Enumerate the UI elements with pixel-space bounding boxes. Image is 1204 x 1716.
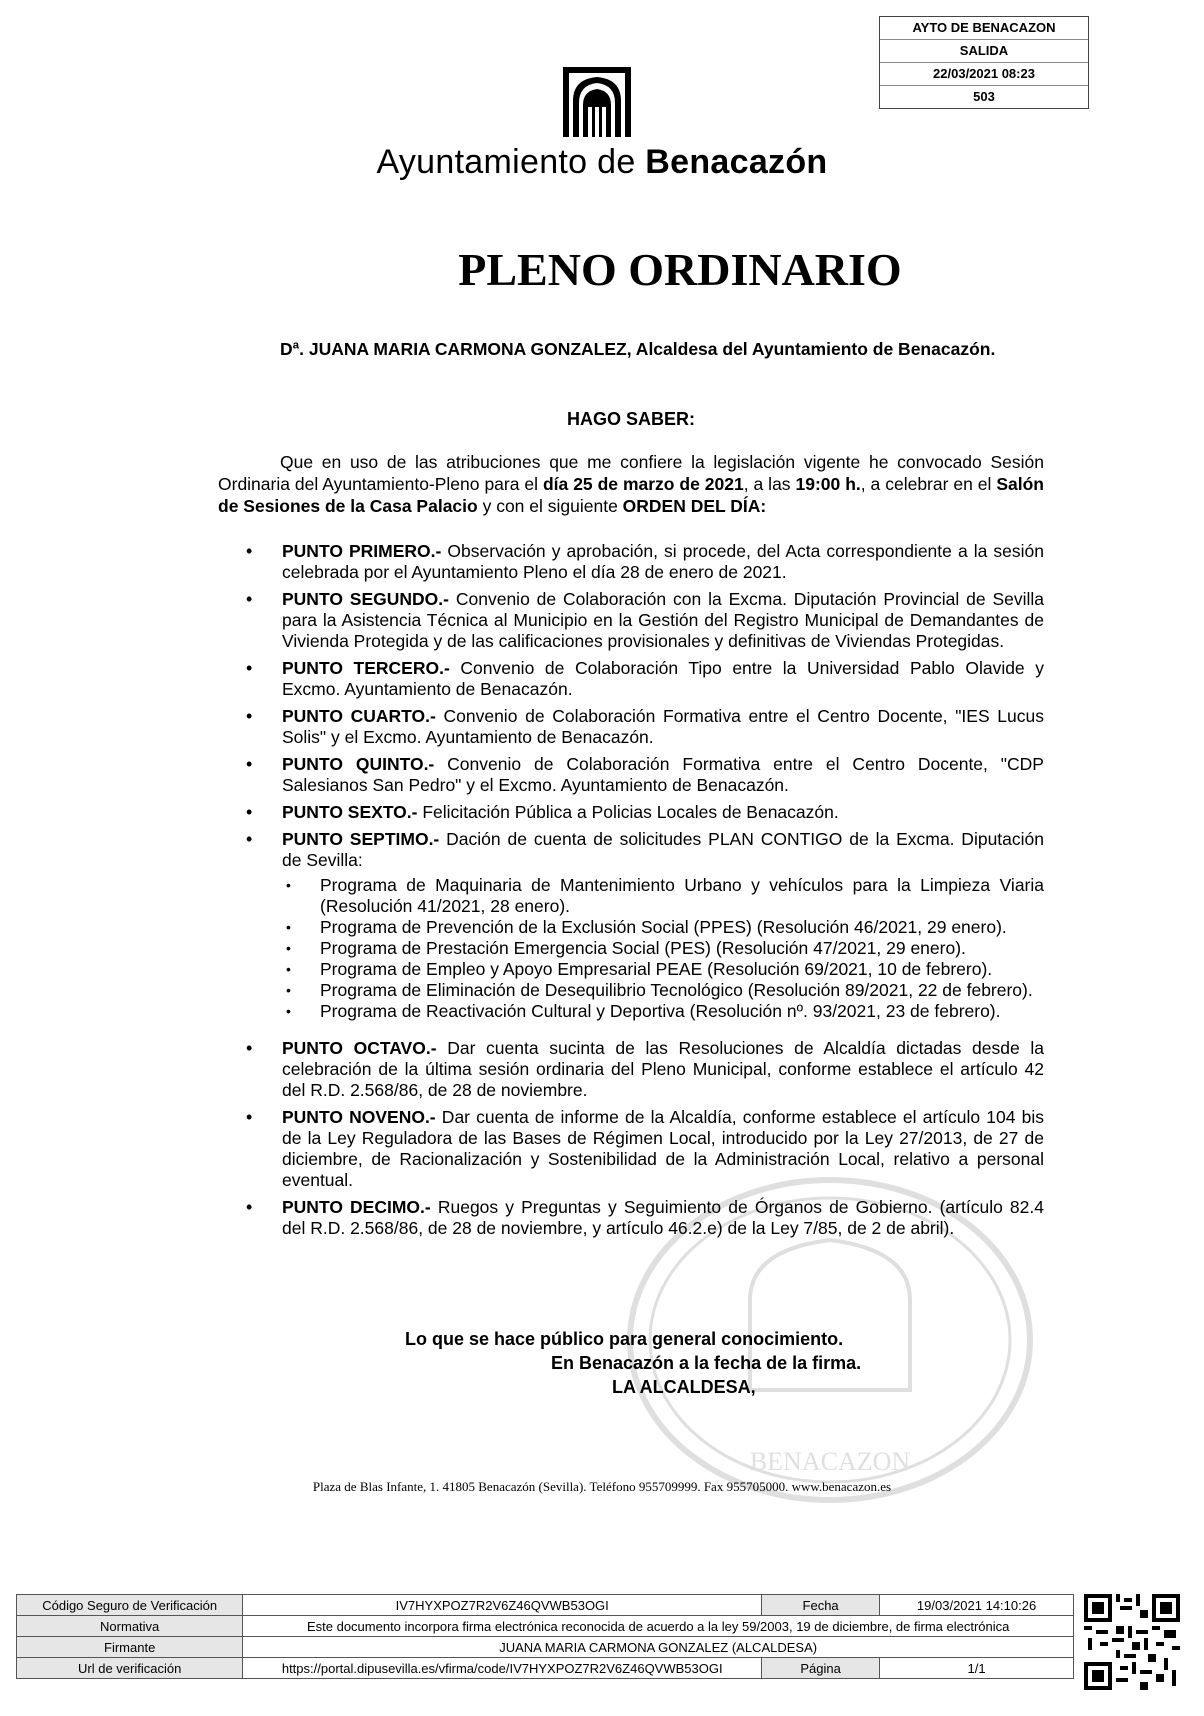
convocatoria-text-1: Que en uso de las atribuciones que me confiere la legislación vigente he convocado Sesión Ordinaria del Ayuntamiento-Pleno para el — [218, 452, 1044, 494]
agenda-item — [246, 754, 1044, 796]
agenda-item-text: Dación de cuenta de solicitudes PLAN CONTIGO de la Excma. Diputación de Sevilla: — [282, 829, 1045, 870]
document-title: PLENO ORDINARIO — [458, 244, 902, 295]
agenda-item — [246, 658, 1044, 700]
agenda-item-label: PUNTO PRIMERO.- — [282, 541, 442, 561]
agenda-item-text: Convenio de Colaboración con la Excma. Diputación Provincial de Sevilla para la Asistencia Técnica al Municipio en la Gestión del Registro Municipal de Demandantes de Vivienda Protegida y de las calificaciones provisionales y definitivas de Viviendas Protegidas. — [282, 589, 1044, 651]
agenda-item — [246, 541, 1044, 583]
session-time: 19:00 h. — [795, 474, 861, 494]
stamp-number: 503 — [973, 89, 995, 104]
logo-wordmark — [0, 143, 1204, 182]
agenda-item-label: PUNTO TERCERO.- — [282, 658, 450, 678]
fecha-label: Fecha — [762, 1595, 880, 1616]
session-place: Salón de Sesiones de la Casa Palacio — [218, 474, 1044, 516]
agenda-item-label: PUNTO SEGUNDO.- — [282, 589, 449, 609]
pagina-label: Página — [762, 1658, 880, 1679]
closing-line-3: LA ALCALDESA, — [612, 1377, 756, 1397]
plan-contigo-list — [282, 875, 1044, 1022]
orden-del-dia-label: ORDEN DEL DÍA: — [622, 496, 767, 516]
hago-saber-heading: HAGO SABER: — [566, 409, 695, 429]
agenda-item-label: PUNTO SEPTIMO.- — [282, 829, 440, 849]
plan-contigo-item: • Programa de Empleo y Apoyo Empresarial PEAE (Resolución 69/2021, 10 de febrero). — [282, 959, 1044, 980]
closing-line-1: Lo que se hace público para general conocimiento. — [405, 1329, 844, 1349]
agenda-item-text: Ruegos y Preguntas y Seguimiento de Órganos de Gobierno. (artículo 82.4 del R.D. 2.568/86, de 28 de noviembre, y artículo 46.2.e) de la Ley 7/85, de 2 de abril). — [282, 1197, 1044, 1238]
stamp-entity: AYTO DE BENACAZON — [880, 17, 1088, 40]
verification-table — [16, 1594, 1074, 1679]
plan-contigo-item: • Programa de Eliminación de Desequilibrio Tecnológico (Resolución 89/2021, 22 de febrero). — [282, 980, 1044, 1001]
fecha-value: 19/03/2021 14:10:26 — [880, 1595, 1074, 1616]
normativa-value: Este documento incorpora firma electrónica reconocida de acuerdo a la ley 59/2003, 19 de diciembre, de firma electrónica — [243, 1616, 1074, 1637]
town-hall-arch-logo-icon — [563, 67, 631, 137]
agenda-item-text: Convenio de Colaboración Formativa entre el Centro Docente, "CDP Salesianos San Pedro" y el Excmo. Ayuntamiento de Benacazón. — [282, 754, 1044, 795]
agenda-item-label: PUNTO OCTAVO.- — [282, 1038, 437, 1058]
intro-paragraph — [218, 338, 1044, 360]
stamp-datetime: 22/03/2021 08:23 — [880, 63, 1088, 86]
agenda-item-text: Convenio de Colaboración Formativa entre el Centro Docente, "IES Lucus Solis" y el Excmo. Ayuntamiento de Benacazón. — [282, 706, 1044, 747]
url-label: Url de verificación — [17, 1658, 243, 1679]
logo-text-bold: Benacazón — [645, 143, 828, 181]
plan-contigo-item: • Programa de Reactivación Cultural y Deportiva (Resolución nº. 93/2021, 23 de febrero). — [282, 1001, 1044, 1022]
agenda-item — [246, 802, 1044, 823]
convocatoria-text-3: , a celebrar en el — [860, 474, 997, 494]
convocatoria-text-4: y con el siguiente — [477, 496, 623, 516]
pagina-value: 1/1 — [880, 1658, 1074, 1679]
agenda-item — [246, 829, 1044, 1022]
mayor-name: Dª. JUANA MARIA CARMONA GONZALEZ, Alcaldesa del Ayuntamiento de Benacazón. — [280, 339, 996, 359]
firmante-label: Firmante — [17, 1637, 243, 1658]
verification-url-link[interactable]: https://portal.dipusevilla.es/vfirma/code/IV7HYXPOZ7R2V6Z46QVWB53OGI — [281, 1660, 723, 1676]
agenda-list — [246, 541, 1044, 1245]
verification-qr-code-icon — [1084, 1594, 1180, 1690]
plan-contigo-item: • Programa de Prestación Emergencia Social (PES) (Resolución 47/2021, 29 enero). — [282, 938, 1044, 959]
convocatoria-text-2: , a las — [743, 474, 796, 494]
agenda-item-text: Dar cuenta de informe de la Alcaldía, conforme establece el artículo 104 bis de la Ley Reguladora de las Bases de Régimen Local, introducido por la Ley 27/2013, de 27 de diciembre, de Racionalización y Sostenibilidad de la Administración Local, relativo a personal eventual. — [282, 1107, 1044, 1190]
url-value[interactable] — [243, 1658, 762, 1679]
agenda-item-text: Convenio de Colaboración Tipo entre la Universidad Pablo Olavide y Excmo. Ayuntamiento de Benacazón. — [282, 658, 1045, 699]
agenda-item-text: Observación y aprobación, si procede, del Acta correspondiente a la sesión celebrada por el Ayuntamiento Pleno el día 28 de enero de 2021. — [282, 541, 1044, 582]
agenda-item-label: PUNTO DECIMO.- — [282, 1197, 431, 1217]
csv-label: Código Seguro de Verificación — [17, 1595, 243, 1616]
plan-contigo-item: • Programa de Maquinaria de Mantenimiento Urbano y vehículos para la Limpieza Viaria (Resolución 41/2021, 28 enero). — [282, 875, 1044, 917]
footer-address: Plaza de Blas Infante, 1. 41805 Benacazón (Sevilla). Teléfono 955709999. Fax 955705000. www.benacazon.es — [312, 1479, 892, 1494]
stamp-type: SALIDA — [880, 40, 1088, 63]
agenda-item-label: PUNTO NOVENO.- — [282, 1107, 436, 1127]
agenda-item — [246, 589, 1044, 652]
svg-text:BENACAZON: BENACAZON — [749, 1447, 911, 1476]
agenda-item-text: Dar cuenta sucinta de las Resoluciones de Alcaldía dictadas desde la celebración de la última sesión ordinaria del Pleno Municipal, conforme establece el artículo 42 del R.D. 2.568/86, de 28 de noviembre. — [282, 1038, 1045, 1100]
logo-text-light: Ayuntamiento de — [376, 143, 646, 181]
agenda-item-text: Felicitación Pública a Policias Locales de Benacazón. — [417, 802, 839, 822]
closing-line-2: En Benacazón a la fecha de la firma. — [551, 1353, 862, 1373]
session-date: día 25 de marzo de 2021 — [542, 474, 744, 494]
normativa-label: Normativa — [17, 1616, 243, 1637]
plan-contigo-item: • Programa de Prevención de la Exclusión Social (PPES) (Resolución 46/2021, 29 enero). — [282, 917, 1044, 938]
agenda-item — [246, 1038, 1044, 1101]
agenda-item — [246, 706, 1044, 748]
csv-value: IV7HYXPOZ7R2V6Z46QVWB53OGI — [243, 1595, 762, 1616]
registry-stamp — [879, 16, 1089, 109]
convocatoria-paragraph — [218, 451, 1044, 517]
agenda-item-label: PUNTO SEXTO.- — [282, 802, 418, 822]
agenda-item-label: PUNTO QUINTO.- — [282, 754, 435, 774]
firmante-value: JUANA MARIA CARMONA GONZALEZ (ALCALDESA) — [243, 1637, 1074, 1658]
agenda-item-label: PUNTO CUARTO.- — [282, 706, 436, 726]
